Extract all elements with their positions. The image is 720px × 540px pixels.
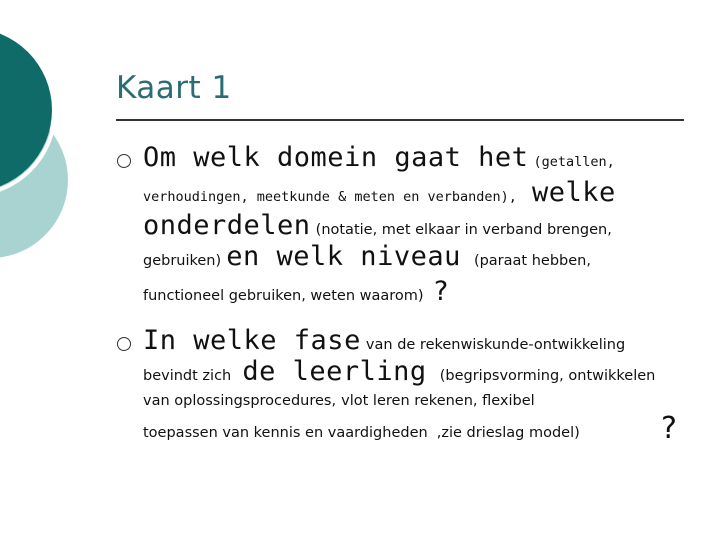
bullet-1-line-5 — [143, 276, 449, 307]
bullet-1-line-5-question-mark: ? — [432, 276, 450, 307]
bullet-1-line-3-main: onderdelen — [143, 210, 311, 241]
bullet-2-line-3-note-a: van oplossingsprocedures, — [143, 393, 337, 409]
bullet-2-line-3 — [143, 390, 535, 409]
bullet-2-line-1 — [143, 325, 625, 356]
bullet-1-line-4-note-b: (paraat hebben, — [473, 253, 591, 269]
bullet-2-line-2-main: de leerling — [242, 356, 427, 387]
bullet-1-line-1 — [143, 142, 615, 173]
bullet-2-line-2-note-a: bevindt zich — [143, 368, 232, 384]
bullet-2-line-4-note-a: toepassen van kennis en vaardigheden — [143, 425, 428, 441]
bullet-2-question-mark: ? — [661, 411, 677, 446]
title-rule — [116, 119, 684, 121]
bullet-1-line-4-note-a: gebruiken) — [143, 253, 222, 269]
bullet-1-marker — [117, 154, 131, 168]
bullet-1-line-2-note: verhoudingen, meetkunde & meten en verbanden), — [143, 189, 517, 205]
bullet-1-line-5-note: functioneel gebruiken, weten waarom) — [143, 288, 424, 304]
bullet-2-line-3-note-b: vlot leren rekenen, flexibel — [341, 393, 535, 409]
bullet-2-line-4-note-b: ,zie drieslag model) — [436, 425, 580, 441]
bullet-1-line-2 — [143, 177, 616, 208]
bullet-2-line-2 — [143, 356, 655, 387]
bullet-1-line-3 — [143, 210, 612, 241]
bullet-1-line-4-main: en welk niveau — [226, 241, 461, 272]
bullet-2-line-4 — [143, 422, 580, 441]
bullet-1-line-2-main: welke — [531, 177, 616, 208]
bullet-2-line-1-note: van de rekenwiskunde-ontwikkeling — [365, 337, 626, 353]
bullet-2-line-1-main: In welke fase — [143, 325, 361, 356]
slide-title: Kaart 1 — [116, 70, 232, 106]
bullet-1-line-1-main: Om welk domein gaat het — [143, 142, 529, 173]
bullet-1-line-3-note: (notatie, met elkaar in verband brengen, — [315, 222, 612, 238]
decorative-circles — [0, 0, 120, 300]
bullet-2-marker — [117, 337, 131, 351]
bullet-1-line-1-note: (getallen, — [533, 154, 615, 170]
bullet-1-line-4 — [143, 241, 591, 272]
bullet-2-line-2-note-b: (begripsvorming, ontwikkelen — [439, 368, 656, 384]
